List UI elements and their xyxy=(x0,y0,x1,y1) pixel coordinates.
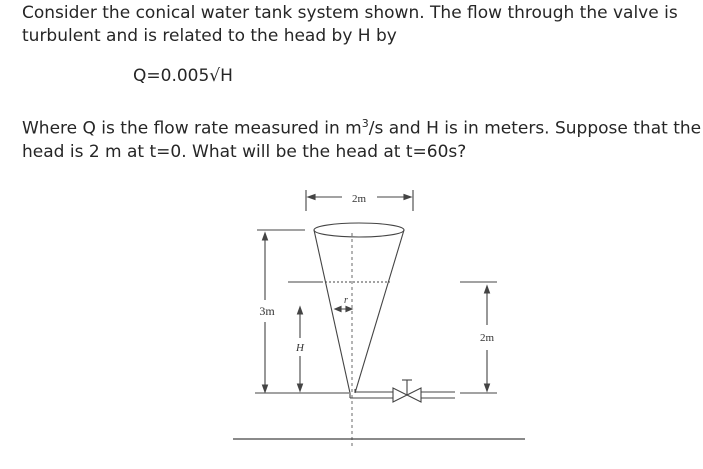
radius-arrowhead-left xyxy=(335,307,341,312)
problem-paragraph-2 xyxy=(22,112,701,164)
radius-arrowhead-right xyxy=(346,307,352,312)
paragraph-2-line-1 xyxy=(22,112,701,141)
paragraph-2-line-1-end: /s and H is in meters. Suppose that the xyxy=(368,118,702,139)
right-height-label: 2m xyxy=(479,332,495,344)
top-width-label: 2m xyxy=(351,193,367,205)
radius-label: r xyxy=(344,295,348,306)
left-dim-top-arrow xyxy=(263,233,268,240)
unit-exponent: 3 xyxy=(361,117,369,130)
tank-diagram-svg xyxy=(225,185,530,455)
top-dim-left-arrow xyxy=(308,195,315,200)
conical-tank-diagram xyxy=(225,185,530,455)
tank-top-rim xyxy=(314,223,404,237)
valve-right-triangle xyxy=(407,388,421,402)
paragraph-1-line-2: turbulent and is related to the head by H by xyxy=(22,26,397,46)
tank-right-wall xyxy=(355,230,404,393)
right-dim-top-arrow xyxy=(485,286,490,293)
head-dim-top-arrow xyxy=(298,307,303,314)
left-dim-bottom-arrow xyxy=(263,385,268,392)
tank-height-label: 3m xyxy=(259,304,275,318)
valve-left-triangle xyxy=(393,388,407,402)
paragraph-2-line-1-start: Where Q is the flow rate measured in m xyxy=(22,118,362,139)
paragraph-1-line-1: Consider the conical water tank system shown. The flow through the valve is xyxy=(22,3,678,23)
head-dim-bottom-arrow xyxy=(298,384,303,391)
tank-left-wall xyxy=(314,230,350,393)
problem-paragraph-1 xyxy=(22,2,678,48)
flow-equation: Q=0.005√H xyxy=(133,66,233,86)
paragraph-2-line-2: head is 2 m at t=0. What will be the head at t=60s? xyxy=(22,141,467,162)
top-dim-right-arrow xyxy=(404,195,411,200)
head-label: H xyxy=(296,342,304,354)
right-dim-bottom-arrow xyxy=(485,384,490,391)
